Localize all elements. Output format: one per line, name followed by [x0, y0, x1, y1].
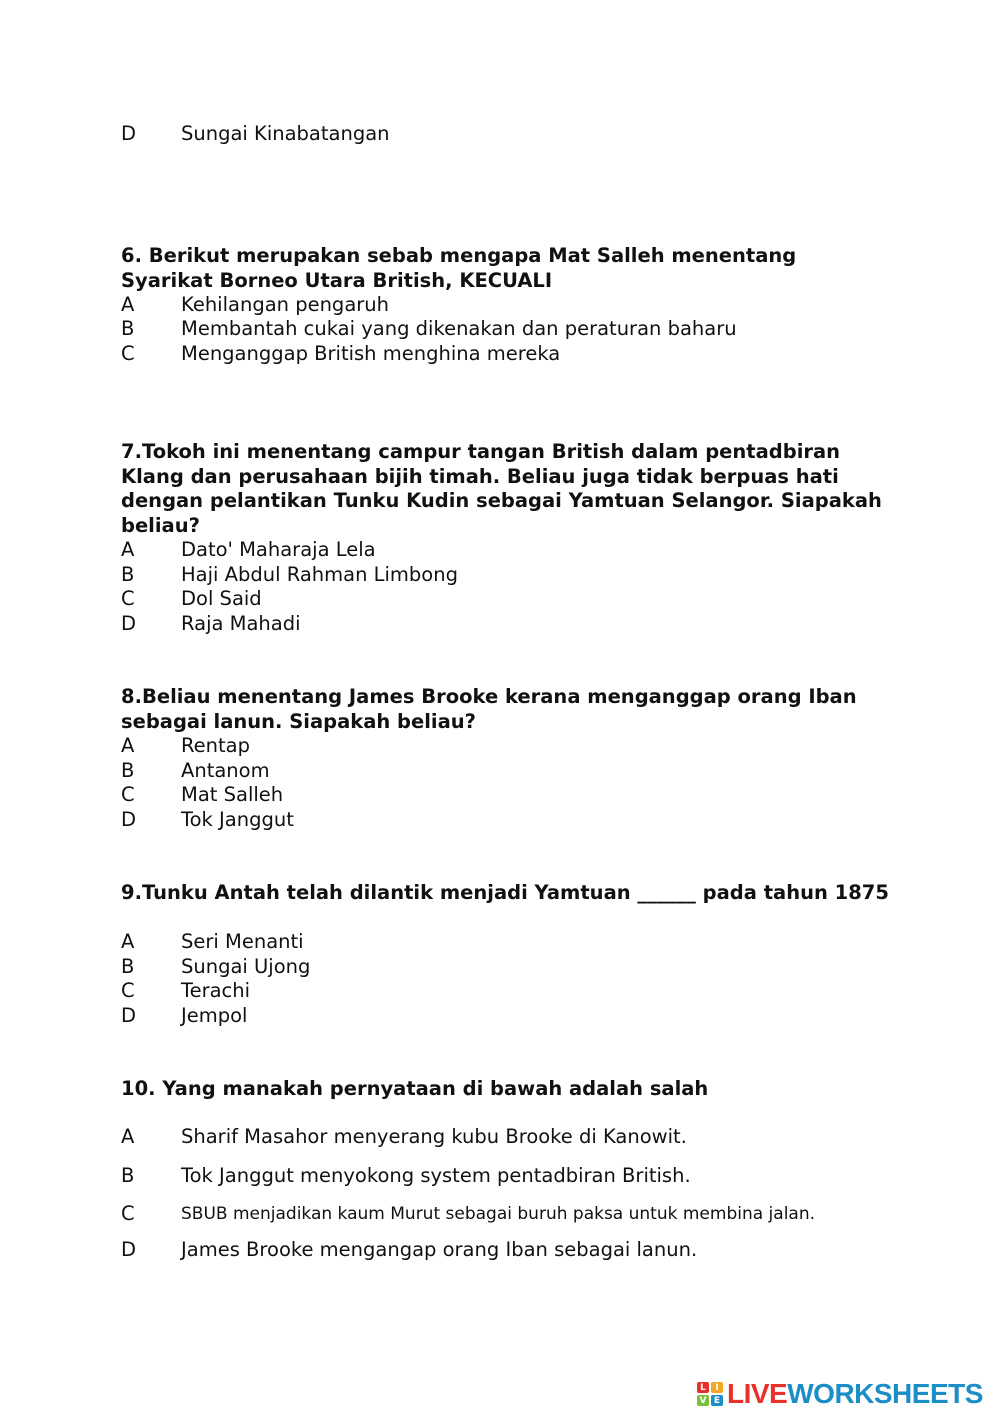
option-text: Dato' Maharaja Lela	[181, 538, 376, 561]
option-text: Jempol	[181, 1004, 248, 1027]
option-text: Mat Salleh	[181, 783, 284, 806]
option-letter: A	[121, 930, 135, 953]
logo-badge-letter: E	[711, 1395, 723, 1406]
option-letter: C	[121, 783, 135, 806]
option-letter: C	[121, 1202, 135, 1225]
option-text: Kehilangan pengaruh	[181, 293, 389, 316]
option-letter: B	[121, 317, 135, 340]
option-letter: A	[121, 538, 135, 561]
question-7-prompt: 7.Tokoh ini menentang campur tangan British dalam pentadbiran Klang dan perusahaan bijih timah. Beliau juga tidak berpuas hati dengan pelantikan Tunku Kudin sebagai Yamtuan Selangor. Siapakah beliau?	[121, 440, 882, 537]
liveworksheets-logo[interactable]	[697, 1376, 983, 1412]
option-text: Membantah cukai yang dikenakan dan peraturan baharu	[181, 317, 737, 340]
option-text: Terachi	[181, 979, 251, 1002]
question-10-prompt: 10. Yang manakah pernyataan di bawah adalah salah	[121, 1077, 709, 1100]
logo-live: LIVE	[727, 1378, 788, 1409]
option-text: Haji Abdul Rahman Limbong	[181, 563, 458, 586]
question-9-prompt: 9.Tunku Antah telah dilantik menjadi Yamtuan ______ pada tahun 1875	[121, 881, 889, 904]
option-letter: D	[121, 122, 137, 145]
option-letter: B	[121, 1164, 135, 1187]
option-text: James Brooke mengangap orang Iban sebagai lanun.	[181, 1238, 698, 1261]
logo-badge-icon	[697, 1382, 723, 1406]
logo-badge-letter: I	[711, 1382, 723, 1393]
logo-wordmark	[727, 1378, 983, 1410]
option-letter: D	[121, 1004, 137, 1027]
option-text: Tok Janggut	[181, 808, 294, 831]
option-text: Sungai Ujong	[181, 955, 311, 978]
option-letter: C	[121, 979, 135, 1002]
option-letter: A	[121, 734, 135, 757]
option-text: Antanom	[181, 759, 270, 782]
option-text: Rentap	[181, 734, 251, 757]
option-letter: B	[121, 563, 135, 586]
option-text: Tok Janggut menyokong system pentadbiran British.	[181, 1164, 691, 1187]
option-text: Sungai Kinabatangan	[181, 122, 390, 145]
logo-worksheets: WORKSHEETS	[787, 1378, 983, 1409]
option-letter: B	[121, 759, 135, 782]
logo-badge-letter: V	[697, 1395, 709, 1406]
logo-badge-letter: L	[697, 1382, 709, 1393]
option-letter: C	[121, 587, 135, 610]
option-text: Sharif Masahor menyerang kubu Brooke di Kanowit.	[181, 1125, 687, 1148]
option-letter: D	[121, 612, 137, 635]
option-text: Seri Menanti	[181, 930, 304, 953]
question-8-prompt: 8.Beliau menentang James Brooke kerana menganggap orang Iban sebagai lanun. Siapakah beliau?	[121, 685, 857, 733]
option-text: SBUB menjadikan kaum Murut sebagai buruh paksa untuk membina jalan.	[181, 1204, 816, 1224]
option-letter: D	[121, 808, 137, 831]
option-letter: A	[121, 293, 135, 316]
option-text: Raja Mahadi	[181, 612, 301, 635]
option-letter: C	[121, 342, 135, 365]
option-text: Dol Said	[181, 587, 262, 610]
option-letter: D	[121, 1238, 137, 1261]
question-6-prompt: 6. Berikut merupakan sebab mengapa Mat Salleh menentang Syarikat Borneo Utara British, KECUALI	[121, 244, 797, 292]
option-letter: B	[121, 955, 135, 978]
option-text: Menganggap British menghina mereka	[181, 342, 561, 365]
option-letter: A	[121, 1125, 135, 1148]
